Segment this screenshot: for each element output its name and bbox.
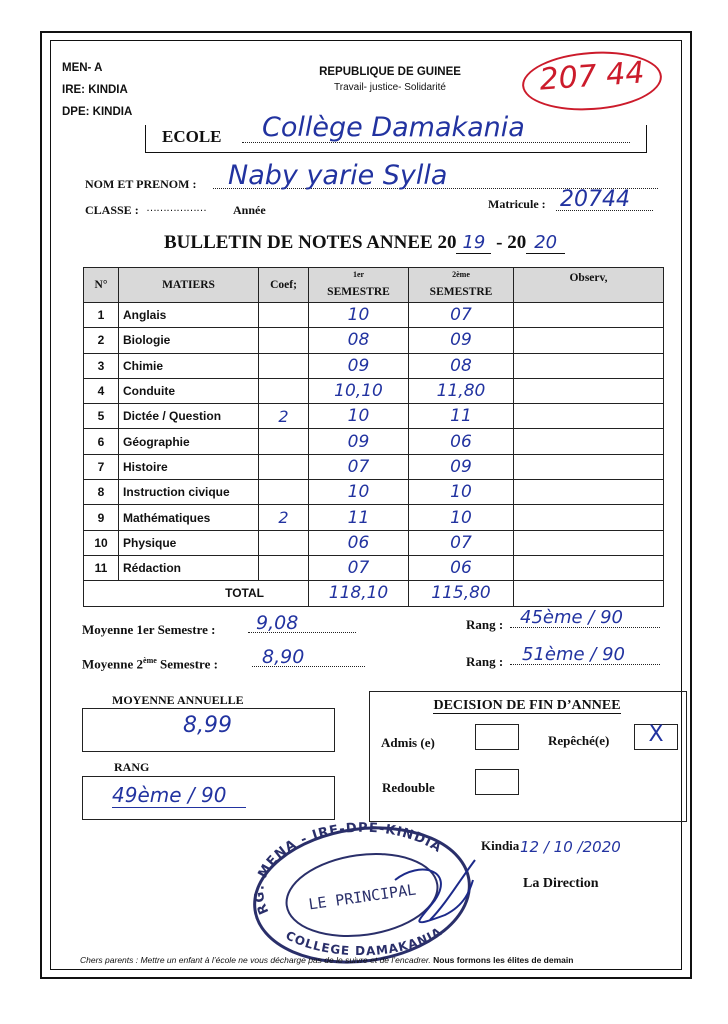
row-s1-grade: 08 [309, 328, 409, 353]
school-name: Collège Damakania [262, 112, 525, 143]
row-num: 4 [84, 378, 119, 403]
header-obs: Observ, [514, 268, 664, 303]
row-s2-grade: 08 [409, 353, 514, 378]
admis-label: Admis (e) [381, 735, 435, 750]
ministry-label: MEN- A [62, 62, 103, 74]
annual-average-value: 8,99 [183, 713, 232, 738]
bulletin-year1: 19 [456, 232, 491, 254]
decision-title [369, 698, 685, 714]
row-coef: 2 [259, 505, 309, 530]
s2-average-value: 8,90 [262, 646, 305, 668]
matricule-label: Matricule : [488, 197, 546, 211]
date-value: 12 / 10 /20 [520, 838, 602, 856]
header-coef: Coef; [259, 268, 309, 303]
number-stamp: 207 44 [538, 55, 646, 98]
s1-average-label: Moyenne 1er Semestre : [82, 622, 216, 637]
row-s1-grade: 06 [309, 530, 409, 555]
row-obs [514, 530, 664, 555]
row-s2-grade: 10 [409, 505, 514, 530]
stamp-center-text: LE PRINCIPAL [307, 880, 418, 914]
repeche-label: Repêché(e) [548, 733, 610, 748]
stamp-bottom-text: COLLEGE DAMAKANIA [283, 924, 445, 959]
row-s2-grade: 11 [409, 404, 514, 429]
table-row [84, 505, 664, 530]
table-row [84, 404, 664, 429]
table-row [84, 378, 664, 403]
row-s2-grade: 06 [409, 555, 514, 580]
row-obs [514, 555, 664, 580]
grades-table [83, 267, 664, 607]
footer-note [80, 955, 680, 965]
row-num: 6 [84, 429, 119, 454]
total-s2: 115,80 [409, 581, 514, 606]
row-subject: Mathématiques [119, 505, 259, 530]
s1-rank-label: Rang : [466, 617, 504, 632]
row-obs [514, 328, 664, 353]
ire-label: IRE: KINDIA [62, 84, 128, 96]
row-s1-grade: 09 [309, 429, 409, 454]
row-obs [514, 353, 664, 378]
header-num: N° [84, 268, 119, 303]
year-label: Année [233, 203, 266, 217]
country-title: REPUBLIQUE DE GUINEE [319, 66, 461, 78]
row-subject: Instruction civique [119, 480, 259, 505]
s2-label-a: Moyenne 2 [82, 656, 144, 672]
row-coef [259, 353, 309, 378]
redouble-label: Redouble [382, 780, 435, 795]
header-s2 [409, 268, 514, 303]
decision-title-text: DECISION DE FIN D’ANNEE [433, 698, 621, 713]
s2-label-sup: ème [143, 656, 157, 665]
row-subject: Rédaction [119, 555, 259, 580]
header-s1 [309, 268, 409, 303]
total-obs [514, 581, 664, 606]
bulletin-title [164, 232, 565, 254]
date-line [520, 838, 621, 856]
row-s1-grade: 10,10 [309, 378, 409, 403]
row-s2-grade: 09 [409, 328, 514, 353]
row-coef: 2 [259, 404, 309, 429]
s1-rank-value: 45ème / 90 [520, 607, 623, 628]
row-obs [514, 404, 664, 429]
table-row [84, 429, 664, 454]
row-s2-grade: 07 [409, 303, 514, 328]
row-s1-grade: 07 [309, 454, 409, 479]
row-num: 1 [84, 303, 119, 328]
total-row [84, 581, 664, 606]
row-subject: Biologie [119, 328, 259, 353]
row-coef [259, 303, 309, 328]
row-s1-grade: 10 [309, 404, 409, 429]
row-obs [514, 480, 664, 505]
class-value: ……………… [146, 202, 206, 214]
bulletin-dash: - 20 [491, 232, 527, 253]
s2-rank-label: Rang : [466, 654, 504, 669]
row-num: 3 [84, 353, 119, 378]
row-s2-grade: 06 [409, 429, 514, 454]
direction-label: La Direction [523, 876, 599, 891]
repeche-mark: X [648, 722, 664, 747]
matricule-value: 20744 [560, 187, 630, 212]
s2-rank-value: 51ème / 90 [522, 644, 625, 665]
row-s1-grade: 07 [309, 555, 409, 580]
bulletin-year2: 20 [526, 232, 565, 254]
row-s2-grade: 10 [409, 480, 514, 505]
row-coef [259, 530, 309, 555]
s2-label-b: Semestre : [156, 656, 218, 672]
row-coef [259, 555, 309, 580]
row-coef [259, 480, 309, 505]
dpe-label: DPE: KINDIA [62, 106, 133, 118]
row-num: 9 [84, 505, 119, 530]
annual-rank-value: 49ème / 90 [112, 783, 246, 808]
footer-italic: Chers parents : Mettre un enfant à l’école ne vous décharge pas de le suivre et de l’encadrer. [80, 955, 431, 965]
name-label: NOM ET PRENOM : [85, 177, 197, 191]
header-s1-label: SEMESTRE [327, 285, 390, 298]
stamp-top-text: RG. MENA - IRE-DPE-KINDIA [251, 820, 445, 917]
row-s1-grade: 10 [309, 303, 409, 328]
total-label: TOTAL [119, 581, 309, 606]
total-empty [84, 581, 119, 606]
row-coef [259, 429, 309, 454]
row-obs [514, 454, 664, 479]
school-label: ECOLE [162, 127, 222, 146]
table-row [84, 454, 664, 479]
row-num: 11 [84, 555, 119, 580]
class-label: CLASSE : [85, 203, 139, 217]
row-s1-grade: 10 [309, 480, 409, 505]
annual-rank-label: RANG [114, 760, 150, 774]
row-obs [514, 505, 664, 530]
header-s1-sup: 1er [352, 270, 365, 280]
row-num: 2 [84, 328, 119, 353]
row-subject: Anglais [119, 303, 259, 328]
row-coef [259, 328, 309, 353]
total-s1: 118,10 [309, 581, 409, 606]
row-s2-grade: 11,80 [409, 378, 514, 403]
table-row [84, 530, 664, 555]
date-year: 20 [601, 838, 621, 856]
row-s1-grade: 11 [309, 505, 409, 530]
footer-bold: Nous formons les élites de demain [433, 955, 574, 965]
row-subject: Chimie [119, 353, 259, 378]
table-row [84, 328, 664, 353]
header-s2-sup: 2ème [452, 270, 470, 280]
row-num: 5 [84, 404, 119, 429]
student-name: Naby yarie Sylla [228, 160, 448, 191]
table-row [84, 353, 664, 378]
row-subject: Géographie [119, 429, 259, 454]
s2-average-label [82, 656, 218, 672]
row-s1-grade: 09 [309, 353, 409, 378]
annual-average-label: MOYENNE ANNUELLE [112, 693, 244, 707]
row-coef [259, 454, 309, 479]
place-label: Kindia [481, 838, 520, 853]
header-subject: MATIERS [119, 268, 259, 303]
s1-average-value: 9,08 [256, 612, 299, 634]
row-subject: Conduite [119, 378, 259, 403]
row-s2-grade: 07 [409, 530, 514, 555]
table-row [84, 480, 664, 505]
row-num: 10 [84, 530, 119, 555]
row-subject: Dictée / Question [119, 404, 259, 429]
table-header-row [84, 268, 664, 303]
header-s2-label: SEMESTRE [429, 285, 493, 298]
row-obs [514, 429, 664, 454]
table-row [84, 555, 664, 580]
row-num: 7 [84, 454, 119, 479]
bulletin-title-text: BULLETIN DE NOTES ANNEE 20 [164, 232, 457, 253]
row-num: 8 [84, 480, 119, 505]
row-obs [514, 378, 664, 403]
redouble-checkbox[interactable] [475, 769, 519, 795]
row-subject: Histoire [119, 454, 259, 479]
row-coef [259, 378, 309, 403]
row-s2-grade: 09 [409, 454, 514, 479]
table-row [84, 303, 664, 328]
principal-stamp [245, 820, 480, 970]
country-motto: Travail- justice- Solidarité [334, 82, 446, 93]
row-obs [514, 303, 664, 328]
row-subject: Physique [119, 530, 259, 555]
admis-checkbox[interactable] [475, 724, 519, 750]
